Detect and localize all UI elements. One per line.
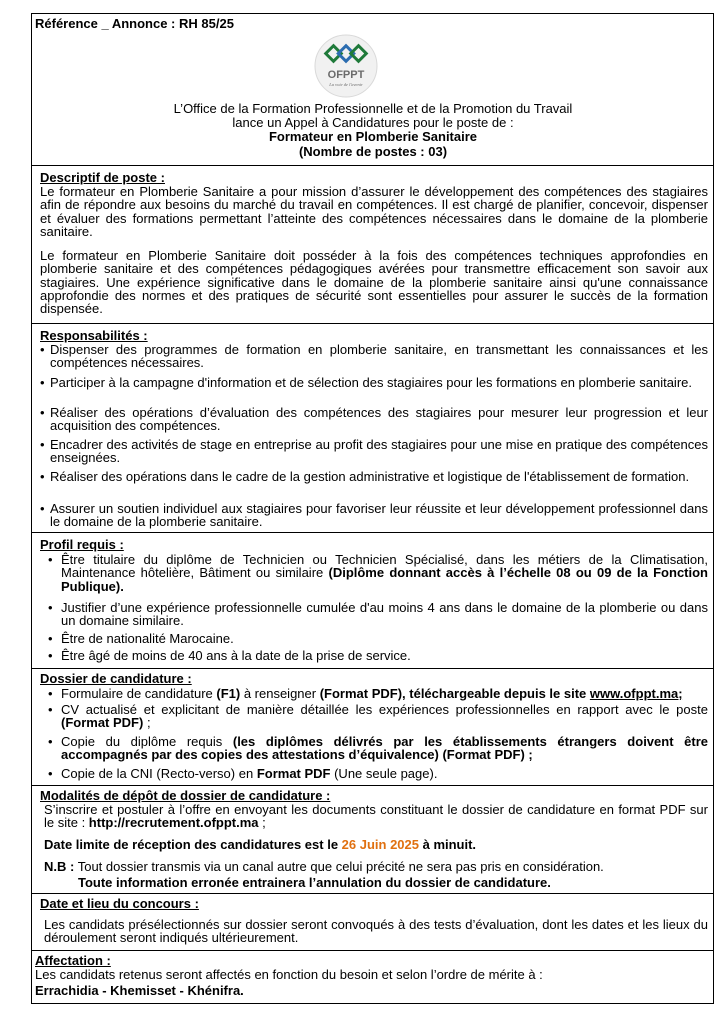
section-divider [32, 323, 714, 324]
section-divider [32, 532, 714, 533]
section-divider [32, 668, 714, 669]
recruitment-link[interactable]: http://recrutement.ofppt.ma [88, 815, 259, 831]
header-call: lance un Appel à Candidatures pour le poste de : [232, 115, 514, 130]
profil-title: Profil requis : [40, 537, 124, 552]
dossier-item: • Copie de la CNI (Recto-verso) en Format PDF (Une seule page). [48, 766, 438, 781]
affectation-cities: Errachidia - Khemisset - Khénifra. [35, 983, 244, 998]
dossier-item: • CV actualisé et explicitant de manière détaillée les expériences professionnelles en rapport avec le poste (Format PDF) ; [48, 702, 708, 731]
ofppt-website-link[interactable]: www.ofppt.ma; [589, 686, 683, 701]
positions-count: (Nombre de postes : 03) [298, 144, 448, 159]
job-title: Formateur en Plomberie Sanitaire [268, 129, 478, 144]
deadline-date: 26 Juin 2025 [341, 837, 419, 852]
ofppt-logo [314, 34, 378, 98]
profil-item: • Être titulaire du diplôme de Technicien ou Technicien Spécialisé, dans les métiers de la Climatisation, Maintenance hôtelière, Bâtiment ou similaire (Diplôme donnant accès à l’échelle 08 ou 09 de la Fonction Publique). [48, 552, 708, 594]
responsabilite-item: • Réaliser des opérations dans le cadre de la gestion administrative et logistique de l'établissement de formation. [40, 469, 690, 484]
header-organization: L’Office de la Formation Professionnelle et de la Promotion du Travail [173, 101, 573, 116]
responsabilite-item: • Assurer un soutien individuel aux stagiaires pour favoriser leur réussite et leur développement professionnel dans le domaine de la plomberie sanitaire. [40, 501, 708, 530]
descriptif-title: Descriptif de poste : [40, 170, 165, 185]
section-divider [32, 785, 714, 786]
descriptif-paragraph-1: Le formateur en Plomberie Sanitaire a pour mission d’assurer le développement des compétences des stagiaires afin de répondre aux besoins du marché du travail en compétences. Il est chargé de planifier, concevoir, dispenser et évaluer des formations permettant l’atteinte des compétences nécessaires dans le domaine de la plomberie sanitaire. [40, 184, 708, 239]
section-divider [32, 893, 714, 894]
modalites-title: Modalités de dépôt de dossier de candidature : [40, 788, 331, 803]
modalites-paragraph: S’inscrire et postuler à l’offre en envoyant les documents constituant le dossier de candidature en format PDF sur le site : http://recrutement.ofppt.ma ; [44, 802, 708, 831]
section-divider [32, 165, 714, 166]
responsabilite-item: • Réaliser des opérations d’évaluation des compétences des stagiaires pour mesurer leur progression et leur acquisition des compétences. [40, 405, 708, 434]
dossier-title: Dossier de candidature : [40, 671, 192, 686]
dossier-item: • Formulaire de candidature (F1) à renseigner (Format PDF), téléchargeable depuis le site www.ofppt.ma; [48, 686, 683, 701]
section-divider [32, 950, 714, 951]
profil-item: • Être âgé de moins de 40 ans à la date de la prise de service. [48, 648, 411, 663]
affectation-title: Affectation : [35, 953, 111, 968]
svg-text:La voie de l'avenir: La voie de l'avenir [329, 82, 363, 87]
responsabilites-title: Responsabilités : [40, 328, 148, 343]
dossier-item: • Copie du diplôme requis (les diplômes délivrés par les établissements étrangers doivent être accompagnés par des copies des attestations d’équivalence) (Format PDF) ; [48, 734, 709, 763]
concours-title: Date et lieu du concours : [40, 896, 199, 911]
responsabilite-item: • Dispenser des programmes de formation en plomberie sanitaire, en transmettant les connaissances et les compétences nécessaires. [40, 342, 708, 371]
affectation-text: Les candidats retenus seront affectés en fonction du besoin et selon l’ordre de mérite à : [35, 967, 543, 982]
svg-text:OFPPT: OFPPT [327, 69, 365, 81]
nb-note: N.B : Tout dossier transmis via un canal autre que celui précité ne sera pas pris en considération. [44, 859, 604, 874]
nb-warning: Toute information erronée entrainera l’annulation du dossier de candidature. [78, 875, 551, 890]
responsabilite-item: • Participer à la campagne d'information et de sélection des stagiaires pour les formations en plomberie sanitaire. [40, 375, 692, 390]
responsabilite-item: • Encadrer des activités de stage en entreprise au profit des stagiaires pour une mise en pratique des compétences enseignées. [40, 437, 708, 466]
descriptif-paragraph-2: Le formateur en Plomberie Sanitaire doit posséder à la fois des compétences techniques approfondies en plomberie sanitaire et des compétences pédagogiques avérées pour transmettre efficacement son savoir aux stagiaires. Une expérience significative dans le domaine de la plomberie sanitaire ainsi qu'une connaissance approfondie des normes et des pratiques de sécurité sont essentielles pour assurer le succès de la formation dispensée. [40, 248, 708, 317]
profil-item: • Justifier d’une expérience professionnelle cumulée d'au moins 4 ans dans le domaine de la plomberie ou dans un domaine similaire. [48, 600, 708, 629]
concours-text: Les candidats présélectionnés sur dossier seront convoqués à des tests d’évaluation, dont les dates et les lieux du déroulement seront indiqués ultérieurement. [44, 917, 708, 946]
announcement-reference: Référence _ Annonce : RH 85/25 [35, 16, 234, 31]
profil-item: • Être de nationalité Marocaine. [48, 631, 234, 646]
deadline-line: Date limite de réception des candidatures est le 26 Juin 2025 à minuit. [44, 837, 477, 852]
